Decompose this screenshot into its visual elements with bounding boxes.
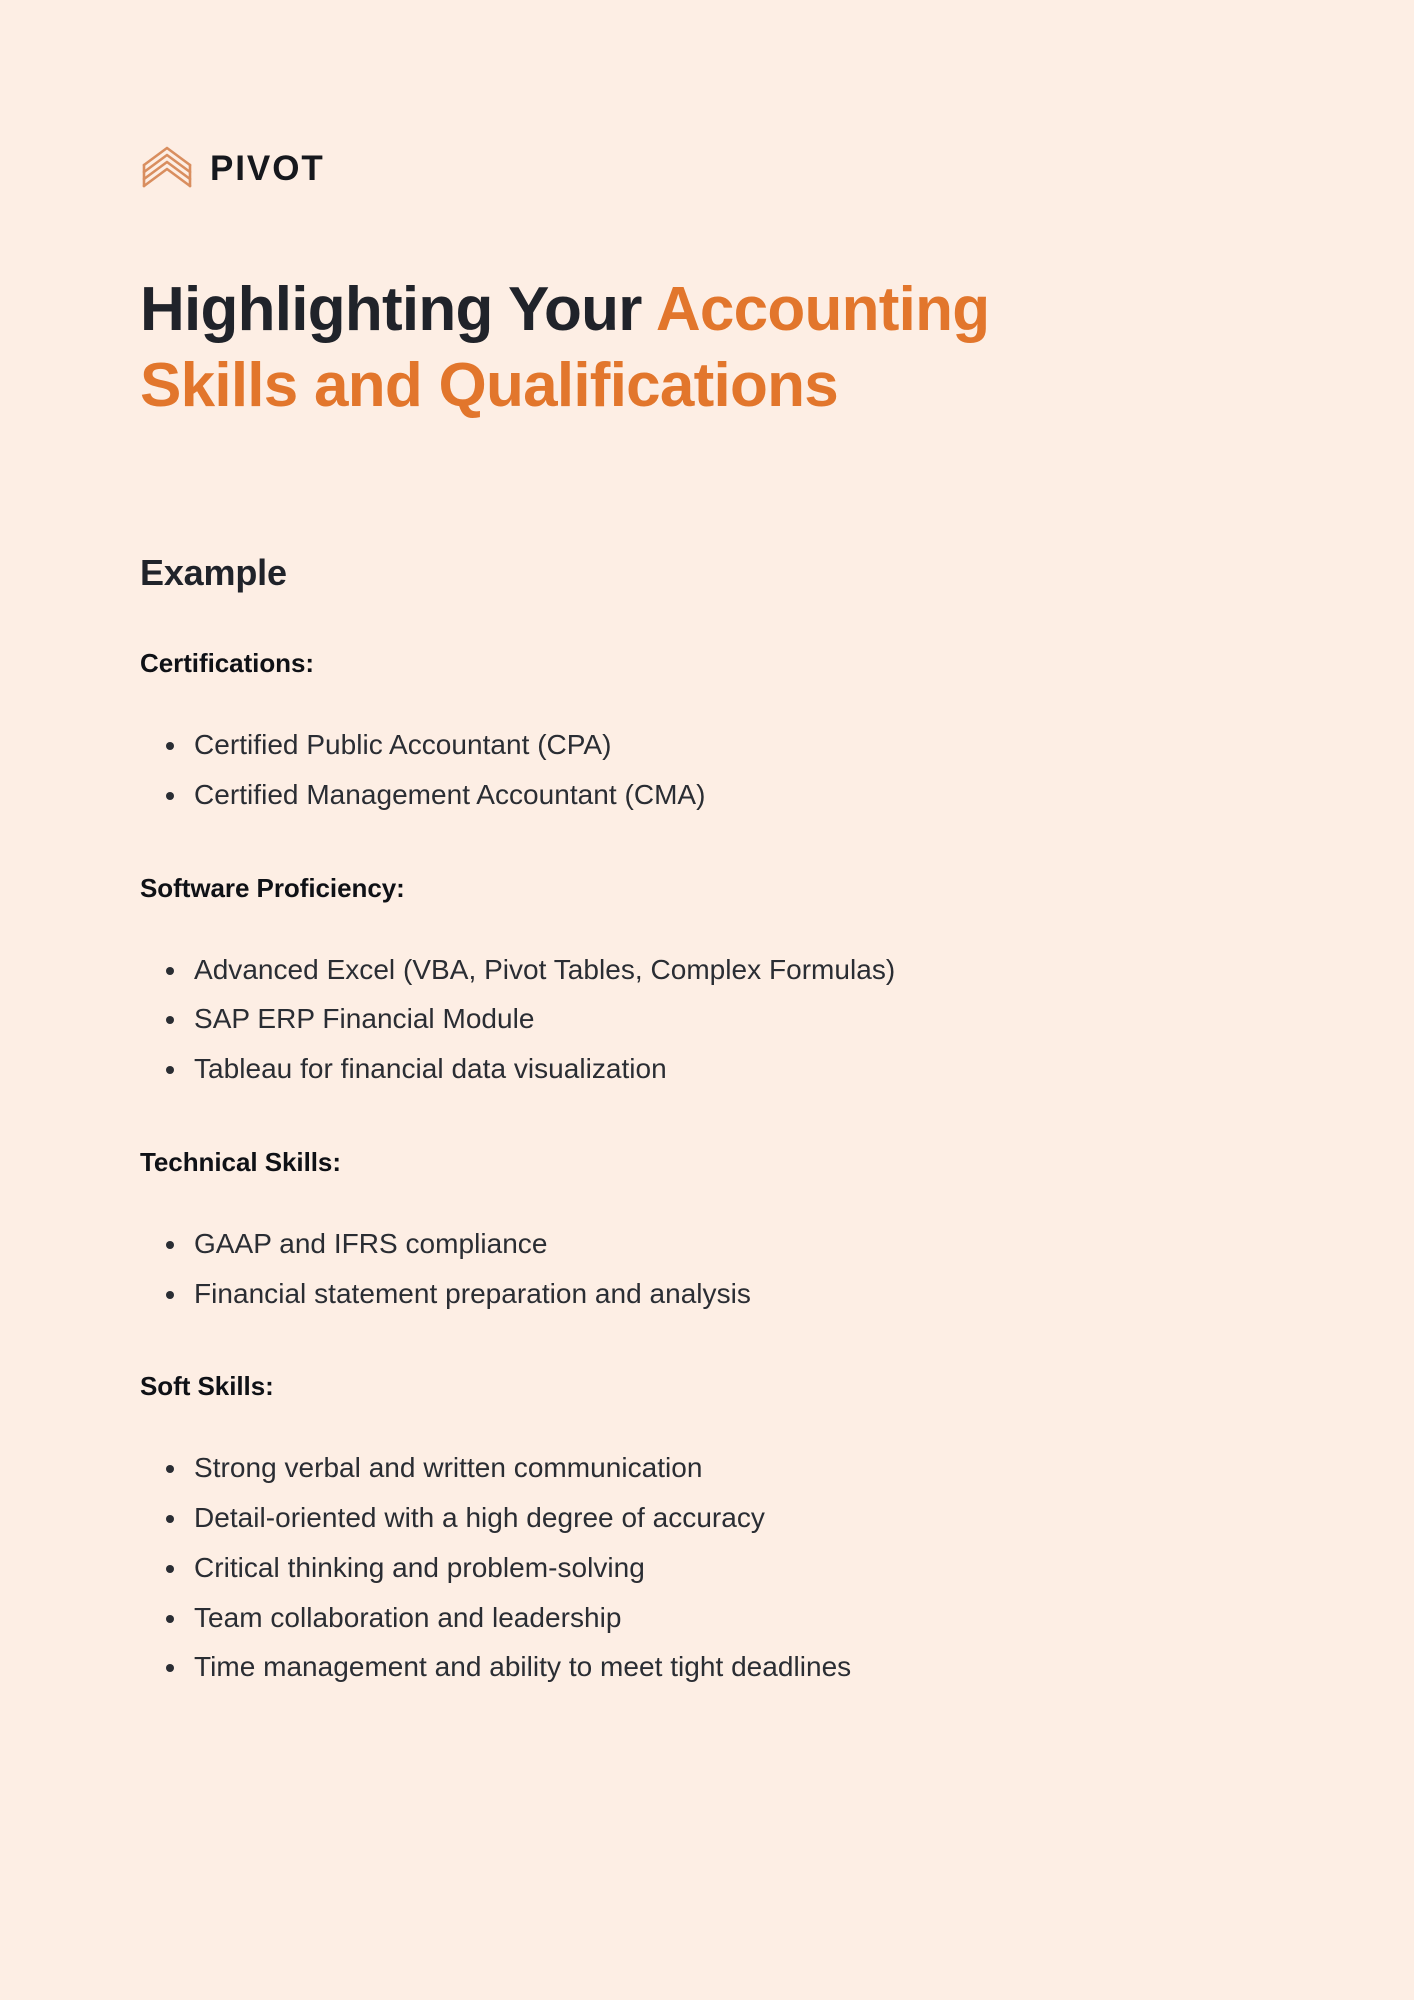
list-item: Advanced Excel (VBA, Pivot Tables, Complex Formulas): [140, 950, 1290, 990]
list-item: Certified Public Accountant (CPA): [140, 725, 1290, 765]
example-heading: Example: [140, 552, 287, 593]
brand-logo: [140, 140, 325, 196]
chevron-stack-icon: [140, 145, 194, 191]
section-software-proficiency: [140, 873, 1290, 1089]
page-title: [140, 272, 1280, 423]
title-part-plain: Highlighting Your: [140, 275, 656, 344]
section-technical-skills: [140, 1147, 1290, 1314]
list-item: Team collaboration and leadership: [140, 1598, 1290, 1638]
list-item: GAAP and IFRS compliance: [140, 1224, 1290, 1264]
section-soft-skills: [140, 1371, 1290, 1687]
bullet-list: [140, 725, 1290, 815]
bullet-list: [140, 1224, 1290, 1314]
list-item: Time management and ability to meet tight deadlines: [140, 1647, 1290, 1687]
section-heading: Certifications:: [140, 648, 315, 678]
list-item: Detail-oriented with a high degree of accuracy: [140, 1498, 1290, 1538]
section-heading: Technical Skills:: [140, 1146, 341, 1177]
list-item: Critical thinking and problem-solving: [140, 1548, 1290, 1588]
section-certifications: [140, 648, 1290, 815]
section-heading: Software Proficiency:: [140, 872, 405, 903]
list-item: Certified Management Accountant (CMA): [140, 775, 1290, 815]
list-item: Tableau for financial data visualization: [140, 1049, 1290, 1089]
title-part-accent: Accounting: [655, 275, 990, 344]
list-item: SAP ERP Financial Module: [140, 999, 1290, 1039]
title-line-two: Skills and Qualifications: [140, 350, 839, 420]
bullet-list: [140, 950, 1290, 1089]
section-heading: Soft Skills:: [140, 1371, 274, 1402]
list-item: Financial statement preparation and analysis: [140, 1274, 1290, 1314]
list-item: Strong verbal and written communication: [140, 1448, 1290, 1488]
bullet-list: [140, 1448, 1290, 1687]
content-body: [140, 648, 1290, 1745]
brand-name: PIVOT: [210, 148, 325, 188]
